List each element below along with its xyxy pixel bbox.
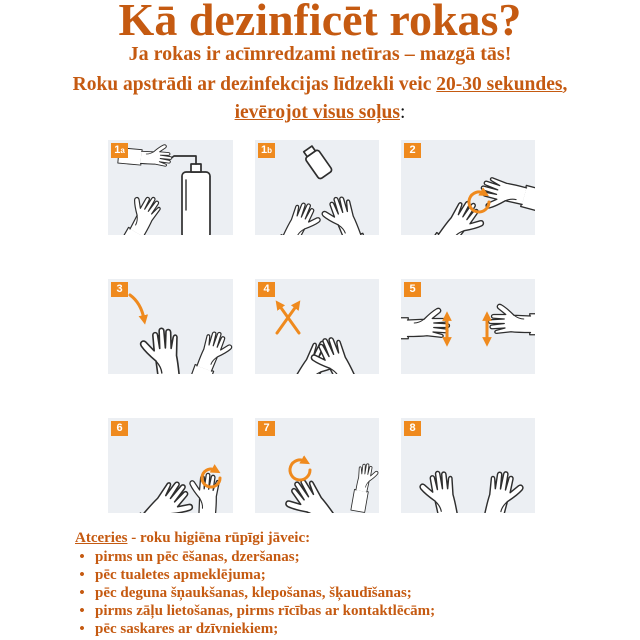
curved-arrow xyxy=(130,295,144,319)
step-number: 7 xyxy=(263,422,270,434)
step-badge xyxy=(258,421,275,436)
list-item xyxy=(75,620,595,638)
cross-arrow-left xyxy=(279,305,299,333)
back-hand xyxy=(185,328,233,374)
front-hand xyxy=(139,327,185,374)
list-item-text: pirms zāļu lietošanas, pirms rīcības ar kontaktlēcām; xyxy=(95,603,436,619)
sanitizer-bottle xyxy=(170,156,210,235)
step-panel-1a xyxy=(108,140,233,235)
bullet-icon: • xyxy=(79,585,85,601)
step-badge xyxy=(404,421,421,436)
step-panel-5 xyxy=(401,279,535,374)
step-panel-7 xyxy=(255,418,379,513)
list-item-text: pēc deguna šņaukšanas, klepošanas, šķaudīšanas; xyxy=(95,585,412,601)
cross-arrow-right xyxy=(277,305,297,333)
reminder-heading-emphasis: Atceries xyxy=(75,530,128,546)
cupped-hand xyxy=(108,190,165,235)
step-badge xyxy=(404,143,421,158)
palm-hand xyxy=(279,473,359,513)
bullet-icon: • xyxy=(79,567,85,583)
left-hand xyxy=(417,196,490,235)
rub-palms-illustration xyxy=(401,140,535,235)
step-badge xyxy=(404,282,421,297)
right-hand xyxy=(489,304,536,334)
list-item-text: pēc saskares ar dzīvniekiem; xyxy=(95,621,279,637)
step-panel-3 xyxy=(108,279,233,374)
step-panel-6 xyxy=(108,418,233,513)
left-hand xyxy=(401,308,450,338)
step-panel-1b xyxy=(255,140,379,235)
list-item-text: pēc tualetes apmeklējuma; xyxy=(95,567,266,583)
step-panel-8 xyxy=(401,418,535,513)
left-hand xyxy=(418,469,466,513)
intro-duration xyxy=(0,73,640,97)
step-badge xyxy=(111,282,128,297)
list-item xyxy=(75,566,595,584)
step-number: 6 xyxy=(116,422,123,434)
step-number: 8 xyxy=(409,422,416,434)
step-number: 1 xyxy=(260,144,268,156)
step-number: 4 xyxy=(263,283,270,295)
step-badge xyxy=(258,143,275,158)
step-number: 5 xyxy=(409,283,416,295)
small-hand xyxy=(351,462,379,513)
intro-duration-emphasis: 20-30 sekundes xyxy=(436,74,563,95)
list-item-text: pirms un pēc ēšanas, dzeršanas; xyxy=(95,549,300,565)
step-panel-4 xyxy=(255,279,379,374)
step-panel-2 xyxy=(401,140,535,235)
list-item xyxy=(75,602,595,620)
intro-duration-suffix: , xyxy=(562,74,568,95)
bullet-icon: • xyxy=(79,603,85,619)
list-item xyxy=(75,584,595,602)
step-sub: a xyxy=(120,146,125,155)
step-badge xyxy=(111,421,128,436)
page-title: Kā dezinficēt rokas? xyxy=(118,0,522,45)
step-badge xyxy=(258,282,275,297)
rotation-arrow xyxy=(290,460,310,480)
holding-hand xyxy=(318,193,374,235)
bullet-icon: • xyxy=(79,621,85,637)
reminder-list xyxy=(75,548,595,638)
list-item xyxy=(75,548,595,566)
bullet-icon: • xyxy=(79,549,85,565)
right-hand xyxy=(477,174,535,224)
intro-duration-text: Roku apstrādi ar dezinfekcijas līdzekli veic xyxy=(72,74,437,95)
right-hand xyxy=(475,469,526,513)
step-number: 3 xyxy=(116,283,123,295)
dry-hands-illustration xyxy=(401,418,535,513)
step-number: 1 xyxy=(114,144,121,156)
cupped-hand xyxy=(268,199,324,235)
clasp-fingers-illustration xyxy=(401,279,535,374)
sanitizer-bottle-small xyxy=(301,144,332,179)
intro-follow-steps xyxy=(0,101,640,125)
reminder-heading-text: - roku higiēna rūpīgi jāveic: xyxy=(127,530,311,546)
intro-follow-steps-emphasis: ievērojot visus soļus xyxy=(234,102,400,123)
intro-follow-steps-suffix: : xyxy=(399,102,406,123)
reminder-heading xyxy=(75,529,310,547)
intro-warning: Ja rokas ir acīmredzami netīras – mazgā tās! xyxy=(128,43,512,65)
step-sub: b xyxy=(267,146,272,155)
left-hand xyxy=(116,475,200,513)
step-number: 2 xyxy=(409,144,416,156)
step-badge xyxy=(111,143,128,158)
